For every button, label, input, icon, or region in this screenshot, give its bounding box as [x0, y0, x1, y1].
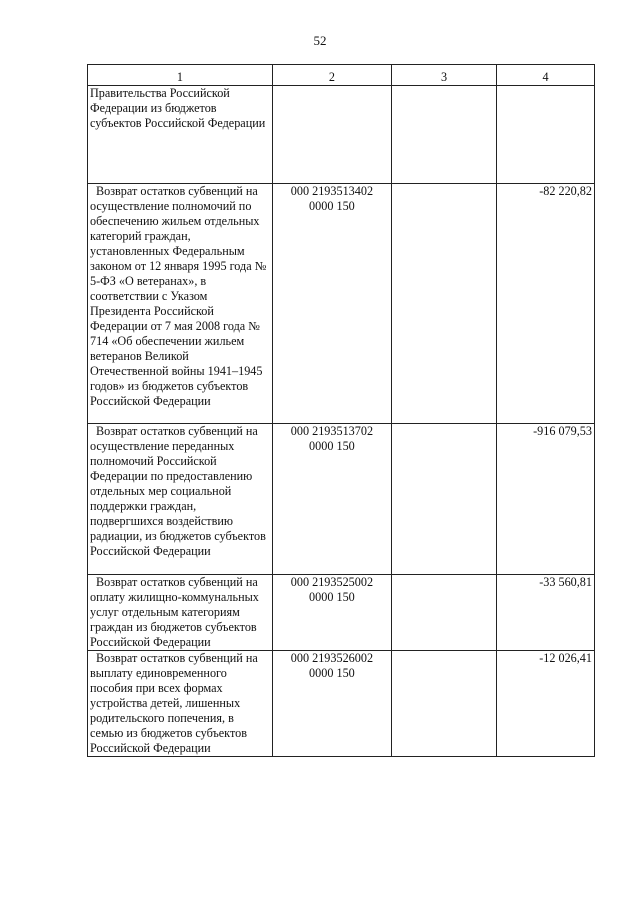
table-row — [88, 651, 595, 757]
row-code-line-2: 0000 150 — [309, 666, 355, 680]
row-name: Возврат остатков субвенций на осуществление полномочий по обеспечению жильем отдельных категорий граждан, установленных Федеральным законом от 12 января 1995 года № 5-ФЗ «О ветеранах», в соответствии с Указом Президента Российской Федерации от 7 мая 2008 года № 714 «Об обеспечении жильем ветеранов Великой Отечественной войны 1941–1945 годов» из бюджетов субъектов Российской Федерации — [88, 184, 273, 424]
row-col-3 — [391, 575, 496, 651]
row-code — [272, 575, 391, 651]
row-code — [272, 86, 391, 184]
row-code-line-1: 000 2193526002 — [290, 651, 374, 665]
row-name: Возврат остатков субвенций на выплату единовременного пособия при всех формах устройства детей, лишенных родительского попечения, в семью из бюджетов субъектов Российской Федерации — [88, 651, 273, 757]
row-col-3 — [391, 424, 496, 575]
row-name: Возврат остатков субвенций на оплату жилищно-коммунальных услуг отдельным категориям граждан из бюджетов субъектов Российской Федерации — [88, 575, 273, 651]
row-code — [272, 651, 391, 757]
row-value: -916 079,53 — [497, 424, 595, 575]
header-row — [88, 65, 595, 86]
row-value: -12 026,41 — [497, 651, 595, 757]
header-col-4: 4 — [497, 65, 595, 86]
row-col-3 — [391, 651, 496, 757]
page-number: 52 — [313, 33, 327, 48]
table-row — [88, 575, 595, 651]
row-code — [272, 424, 391, 575]
table-row — [88, 424, 595, 575]
row-value: -33 560,81 — [497, 575, 595, 651]
row-value — [497, 86, 595, 184]
row-code-line-2: 0000 150 — [309, 439, 355, 453]
header-col-1: 1 — [88, 65, 273, 86]
header-col-2: 2 — [272, 65, 391, 86]
row-code-line-2: 0000 150 — [309, 199, 355, 213]
row-code-line-1: 000 2193513702 — [290, 424, 374, 438]
row-name: Возврат остатков субвенций на осуществление переданных полномочий Российской Федерации по предоставлению отдельных мер социальной поддержки граждан, подвергшихся воздействию радиации, из бюджетов субъектов Российской Федерации — [88, 424, 273, 575]
row-code-line-2: 0000 150 — [309, 590, 355, 604]
row-col-3 — [391, 86, 496, 184]
header-col-3: 3 — [391, 65, 496, 86]
table-row — [88, 184, 595, 424]
row-col-3 — [391, 184, 496, 424]
table-row — [88, 86, 595, 184]
row-code-line-1: 000 2193513402 — [290, 184, 374, 198]
row-code-line-1: 000 2193525002 — [290, 575, 374, 589]
row-value: -82 220,82 — [497, 184, 595, 424]
budget-table — [87, 64, 595, 757]
row-name: Правительства Российской Федерации из бюджетов субъектов Российской Федерации — [88, 86, 273, 184]
row-code — [272, 184, 391, 424]
